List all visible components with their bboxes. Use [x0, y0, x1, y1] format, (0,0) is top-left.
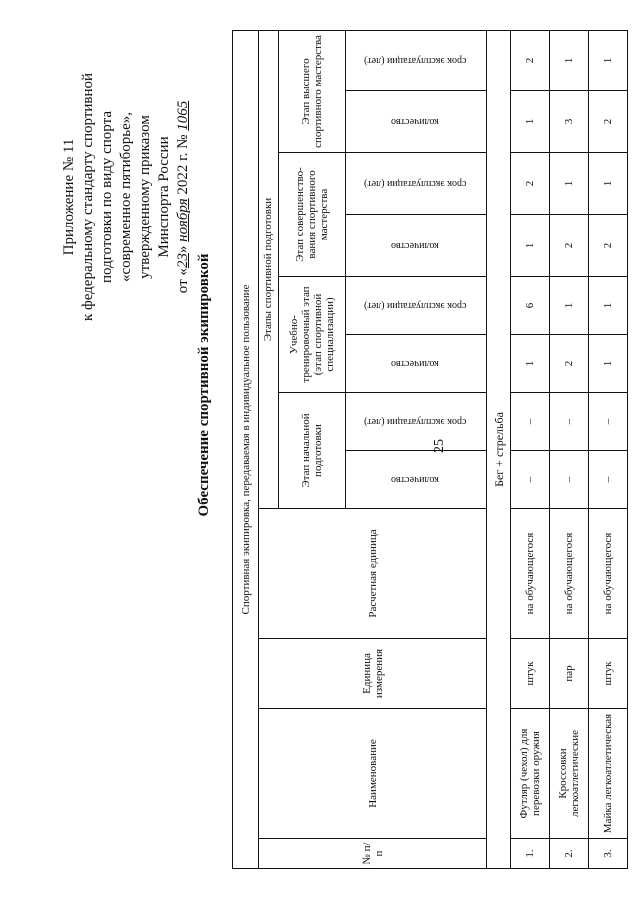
- sub-header-term: [346, 153, 487, 215]
- section-header: Бег + стрельба: [487, 30, 510, 868]
- sub-header-qty: [346, 91, 487, 153]
- row-value: 6: [510, 277, 549, 335]
- sub-header-qty-text: количество: [390, 358, 439, 369]
- row-value: 1: [549, 30, 588, 90]
- sub-header-qty: [346, 451, 487, 509]
- row-calc: на обучающегося: [510, 509, 549, 639]
- col-header-name: Наименование: [259, 709, 487, 839]
- date-prefix: от «: [175, 268, 191, 294]
- row-calc: на обучающегося: [588, 509, 627, 639]
- annex-line: Минспорта России: [156, 136, 172, 258]
- row-unit: штук: [510, 639, 549, 709]
- sub-header-term: [346, 393, 487, 451]
- row-value: 3: [549, 91, 588, 153]
- table-row: [549, 30, 588, 868]
- row-value: 1: [510, 215, 549, 277]
- page-number: 25: [432, 439, 447, 453]
- stages-header: Этапы спортивной подготовки: [259, 30, 279, 508]
- row-unit: пар: [549, 639, 588, 709]
- annex-line: к федеральному стандарту спортивной: [80, 72, 96, 322]
- sub-header-term: [346, 277, 487, 335]
- row-num: 3.: [588, 839, 627, 869]
- row-value: 1: [588, 277, 627, 335]
- row-name: Кроссовки легкоатлетические: [549, 709, 588, 839]
- sub-header-qty-text: количество: [390, 240, 439, 251]
- col-header-calc: Расчетная единица: [259, 509, 487, 639]
- sub-header-term-text: срок эксплуатации (лет): [363, 416, 467, 427]
- col-header-num: № п/п: [259, 839, 487, 869]
- sub-header-term-text: срок эксплуатации (лет): [363, 55, 467, 66]
- row-value: 2: [588, 91, 627, 153]
- date-day: 23: [175, 253, 191, 269]
- table-super-header: Спортивная экипировка, передаваемая в индивидуальное пользование: [233, 30, 259, 868]
- stage-header: Этап совершенство-вания спортивного мастерства: [278, 153, 346, 277]
- row-value: –: [549, 451, 588, 509]
- stage-header: Этап высшего спортивного мастерства: [278, 30, 346, 152]
- sub-header-qty: [346, 335, 487, 393]
- annex-line: подготовки по виду спорта: [99, 111, 115, 283]
- row-value: –: [588, 451, 627, 509]
- annex-line: утвержденному приказом: [137, 115, 153, 279]
- sub-header-qty-text: количество: [390, 116, 439, 127]
- annex-date-line: [174, 42, 193, 352]
- row-value: –: [510, 393, 549, 451]
- sub-header-qty-text: количество: [390, 474, 439, 485]
- row-value: 1: [549, 153, 588, 215]
- table-row: [510, 30, 549, 868]
- date-year: 2022 г. №: [175, 130, 191, 199]
- page-title: Обеспечение спортивной экипировкой: [196, 253, 212, 517]
- sub-header-term-text: срок эксплуатации (лет): [363, 300, 467, 311]
- row-num: 2.: [549, 839, 588, 869]
- row-value: 1: [549, 277, 588, 335]
- annex-line: Приложение № 11: [61, 138, 77, 256]
- order-number: 1065: [175, 100, 191, 131]
- row-value: –: [588, 393, 627, 451]
- annex-header: [60, 42, 193, 352]
- row-name: Майка легкоатлетическая: [588, 709, 627, 839]
- stage-header: Учебно-тренировочный этап (этап спортивной специализации): [278, 277, 346, 393]
- row-value: –: [549, 393, 588, 451]
- row-calc: на обучающегося: [549, 509, 588, 639]
- row-value: 2: [549, 335, 588, 393]
- date-mid: »: [175, 241, 191, 254]
- row-value: 2: [510, 30, 549, 90]
- stage-header: Этап начальной подготовки: [278, 393, 346, 509]
- equipment-table: [232, 30, 628, 869]
- row-value: 2: [588, 215, 627, 277]
- row-unit: штук: [588, 639, 627, 709]
- row-value: 1: [588, 335, 627, 393]
- sub-header-term-text: срок эксплуатации (лет): [363, 178, 467, 189]
- sub-header-qty: [346, 215, 487, 277]
- row-value: 2: [549, 215, 588, 277]
- sub-header-term: [346, 30, 487, 90]
- row-value: 2: [510, 153, 549, 215]
- date-month: ноября: [175, 198, 191, 242]
- row-value: 1: [588, 30, 627, 90]
- row-value: –: [510, 451, 549, 509]
- table-row: [588, 30, 627, 868]
- row-name: Футляр (чехол) для перевозки оружия: [510, 709, 549, 839]
- row-value: 1: [510, 335, 549, 393]
- row-value: 1: [588, 153, 627, 215]
- annex-line: «современное пятиборье»,: [118, 111, 134, 283]
- row-value: 1: [510, 91, 549, 153]
- row-num: 1.: [510, 839, 549, 869]
- col-header-unit: Единица измерения: [259, 639, 487, 709]
